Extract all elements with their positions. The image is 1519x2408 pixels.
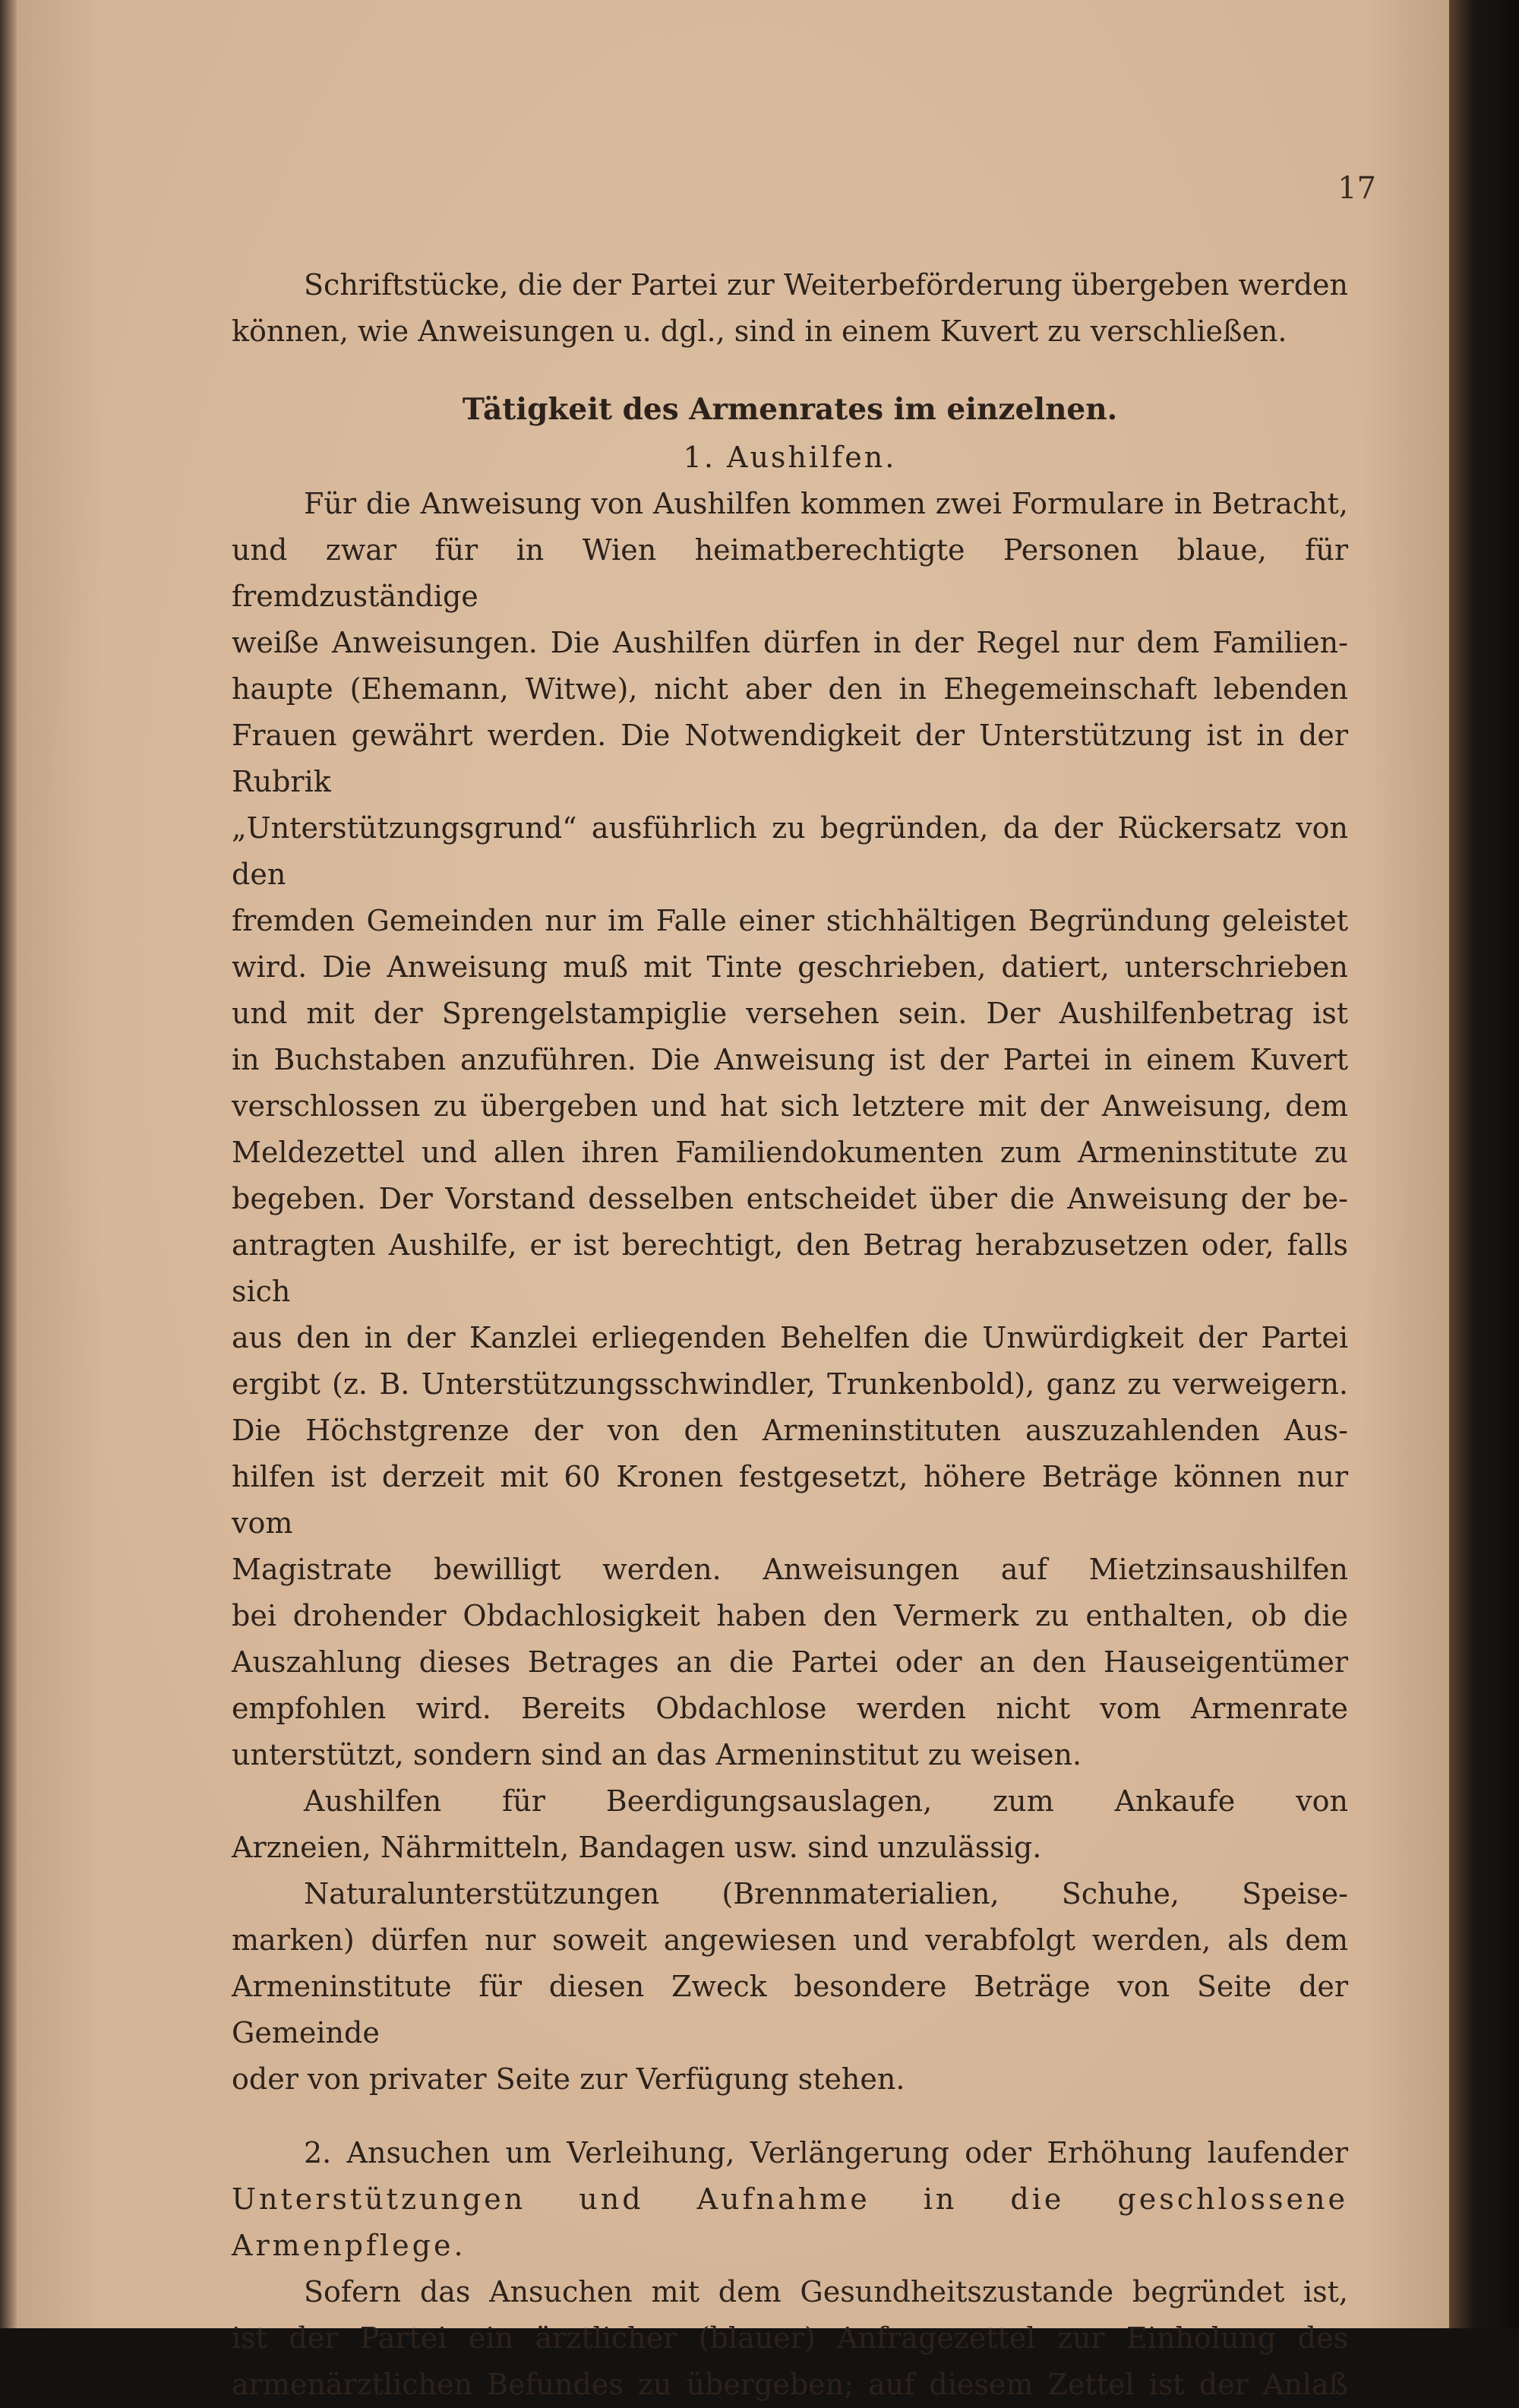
text-line: Frauen gewährt werden. Die Notwendigkeit der Unterstützung ist in der Rubrik — [232, 719, 1348, 798]
text-line: Sofern das Ansuchen mit dem Gesundheitszustande begründet ist, — [304, 2275, 1348, 2308]
text-line: Auszahlung dieses Betrages an die Partei oder an den Hauseigentümer — [232, 1645, 1348, 1679]
text-line: fremden Gemeinden nur im Falle einer stichhältigen Begründung geleistet — [232, 904, 1348, 937]
text-line: und mit der Sprengelstampiglie versehen sein. Der Aushilfenbetrag ist — [232, 997, 1348, 1030]
section-heading: Tätigkeit des Armenrates im einzelnen. — [462, 392, 1118, 427]
text-line: und zwar für in Wien heimatberechtigte Personen blaue, für fremdzuständige — [232, 533, 1348, 613]
text-line: Schriftstücke, die der Partei zur Weiterbeförderung übergeben werden — [304, 268, 1348, 302]
text-line: wird. Die Anweisung muß mit Tinte geschrieben, datiert, unterschrieben — [232, 950, 1348, 984]
text-line: Armeninstitute für diesen Zweck besondere Beträge von Seite der Gemeinde — [232, 1970, 1348, 2049]
text-line: armenärztlichen Befundes zu übergeben; auf diesem Zettel ist der Anlaß — [232, 2368, 1348, 2401]
text-line: haupte (Ehemann, Witwe), nicht aber den in Ehegemeinschaft lebenden — [232, 672, 1348, 706]
spacer — [232, 2103, 1348, 2130]
text-line: ist der Partei ein ärztlicher (blauer) Anfragezettel zur Einholung des — [232, 2321, 1348, 2355]
subsection-title: 1. Aushilfen. — [683, 441, 897, 474]
text-line: Für die Anweisung von Aushilfen kommen zwei Formulare in Betracht, — [304, 487, 1348, 520]
text-line: antragten Aushilfe, er ist berechtigt, den Betrag herabzusetzen oder, falls sich — [232, 1228, 1348, 1308]
text-line: ergibt (z. B. Unterstützungsschwindler, Trunkenbold), ganz zu verweigern. — [232, 1367, 1348, 1401]
text-line: bei drohender Obdachlosigkeit haben den Vermerk zu enthalten, ob die — [232, 1599, 1348, 1632]
text-line: Naturalunterstützungen (Brennmaterialien, Schuhe, Speise- — [304, 1877, 1348, 1910]
subsection-title: Unterstützungen und Aufnahme in die geschlossene Armenpflege. — [232, 2182, 1348, 2262]
book-edge — [1449, 0, 1519, 2328]
text-line: empfohlen wird. Bereits Obdachlose werden nicht vom Armenrate — [232, 1692, 1348, 1725]
text-line: Magistrate bewilligt werden. Anweisungen auf Mietzinsaushilfen — [232, 1553, 1348, 1586]
text-line: begeben. Der Vorstand desselben entscheidet über die Anweisung der be- — [232, 1182, 1348, 1215]
text-line: in Buchstaben anzuführen. Die Anweisung ist der Partei in einem Kuvert — [232, 1043, 1348, 1076]
text-line: Aushilfen für Beerdigungsauslagen, zum Ankaufe von — [304, 1784, 1348, 1818]
text-line: hilfen ist derzeit mit 60 Kronen festgesetzt, höhere Beträge können nur vom — [232, 1460, 1348, 1540]
text-line: „Unterstützungsgrund“ ausführlich zu begründen, da der Rückersatz von den — [232, 811, 1348, 891]
subsection-title: 2. Ansuchen um Verleihung, Verlängerung oder Erhöhung laufender — [304, 2136, 1348, 2169]
text-line: können, wie Anweisungen u. dgl., sind in einem Kuvert zu verschließen. — [232, 314, 1287, 348]
text-line: Die Höchstgrenze der von den Armeninstituten auszuzahlenden Aus- — [232, 1414, 1348, 1447]
text-line: verschlossen zu übergeben und hat sich letztere mit der Anweisung, dem — [232, 1089, 1348, 1123]
page-number: 17 — [1337, 171, 1376, 206]
text-line: Meldezettel und allen ihren Familiendokumenten zum Armeninstitute zu — [232, 1136, 1348, 1169]
book-gutter — [0, 0, 17, 2328]
page-body — [232, 262, 1348, 2408]
text-line: oder von privater Seite zur Verfügung stehen. — [232, 2062, 905, 2096]
text-line: unterstützt, sondern sind an das Armeninstitut zu weisen. — [232, 1738, 1082, 1771]
text-line: weiße Anweisungen. Die Aushilfen dürfen in der Regel nur dem Familien- — [232, 626, 1348, 659]
text-line: Arzneien, Nährmitteln, Bandagen usw. sind unzulässig. — [232, 1831, 1042, 1864]
text-line: aus den in der Kanzlei erliegenden Behelfen die Unwürdigkeit der Partei — [232, 1321, 1348, 1354]
text-line: marken) dürfen nur soweit angewiesen und verabfolgt werden, als dem — [232, 1923, 1348, 1957]
